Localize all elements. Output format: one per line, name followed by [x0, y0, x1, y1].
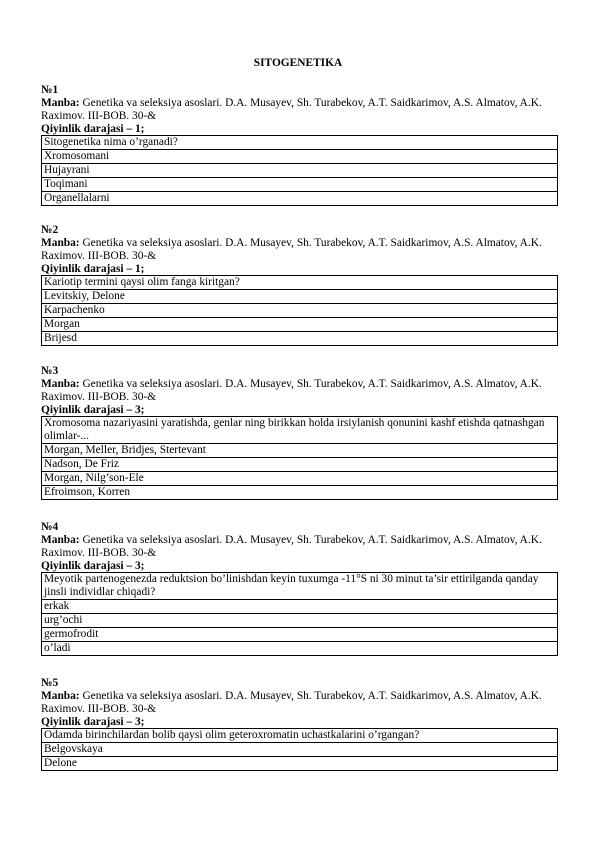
option-row	[42, 304, 558, 318]
source-text: Genetika va seleksiya asoslari. D.A. Musayev, Sh. Turabekov, A.T. Saidkarimov, A.S. Almatov, A.K. Raximov. III-BOB. 30-&	[41, 378, 542, 403]
source-text: Genetika va seleksiya asoslari. D.A. Musayev, Sh. Turabekov, A.T. Saidkarimov, A.S. Almatov, A.K. Raximov. III-BOB. 30-&	[41, 534, 542, 559]
question-number: №5	[41, 677, 59, 689]
option-text: Brijesd	[42, 332, 558, 346]
option-text: o’ladi	[42, 642, 558, 656]
source-label: Manba:	[41, 690, 80, 702]
option-row	[42, 318, 558, 332]
option-text: Xromosomani	[42, 150, 558, 164]
option-text: Belgovskaya	[42, 743, 558, 757]
option-row	[42, 486, 558, 500]
question-table	[41, 275, 558, 346]
question-block-5	[41, 677, 558, 771]
difficulty-level: Qiyinlik darajasi – 1;	[41, 123, 145, 135]
difficulty-level: Qiyinlik darajasi – 3;	[41, 716, 145, 728]
question-row	[42, 729, 558, 743]
option-row	[42, 164, 558, 178]
question-number: №4	[41, 521, 59, 533]
question-block-1	[41, 84, 558, 206]
option-text: erkak	[42, 600, 558, 614]
question-row	[42, 417, 558, 444]
source-text: Genetika va seleksiya asoslari. D.A. Musayev, Sh. Turabekov, A.T. Saidkarimov, A.S. Almatov, A.K. Raximov. III-BOB. 30-&	[41, 237, 542, 262]
option-row	[42, 628, 558, 642]
question-block-4	[41, 521, 558, 656]
option-row	[42, 178, 558, 192]
question-text: Odamda birinchilardan bolib qaysi olim geteroxromatin uchastkalarini o’rgangan?	[42, 729, 558, 743]
option-text: Delone	[42, 757, 558, 771]
source-label: Manba:	[41, 97, 80, 109]
option-row	[42, 614, 558, 628]
question-block-2	[41, 224, 558, 346]
option-text: Hujayrani	[42, 164, 558, 178]
option-row	[42, 757, 558, 771]
option-row	[42, 458, 558, 472]
source-label: Manba:	[41, 237, 80, 249]
source-line	[41, 378, 558, 404]
option-text: Nadson, De Friz	[42, 458, 558, 472]
option-row	[42, 743, 558, 757]
difficulty-level: Qiyinlik darajasi – 3;	[41, 560, 145, 572]
difficulty-level: Qiyinlik darajasi – 1;	[41, 263, 145, 275]
option-text: germofrodit	[42, 628, 558, 642]
document-title: SITOGENETIKA	[253, 57, 343, 69]
question-text: Meyotik partenogenezda reduktsion bo’linishdan keyin tuxumga -11°S ni 30 minut ta’sir ettirilganda qanday jinsli individlar chiqadi?	[42, 573, 558, 600]
source-label: Manba:	[41, 534, 80, 546]
source-line	[41, 690, 558, 716]
question-table	[41, 728, 558, 771]
option-text: urg’ochi	[42, 614, 558, 628]
option-row	[42, 642, 558, 656]
option-row	[42, 600, 558, 614]
question-text: Xromosoma nazariyasini yaratishda, genlar ning birikkan holda irsiylanish qonunini kashf etishda qatnashgan olimlar-...	[42, 417, 558, 444]
option-text: Morgan, Nilg’son-Ele	[42, 472, 558, 486]
option-text: Toqimani	[42, 178, 558, 192]
question-table	[41, 416, 558, 500]
option-text: Morgan, Meller, Bridjes, Stertevant	[42, 444, 558, 458]
option-row	[42, 150, 558, 164]
question-text: Sitogenetika nima o’rganadi?	[42, 136, 558, 150]
source-line	[41, 237, 558, 263]
question-row	[42, 573, 558, 600]
option-text: Organellalarni	[42, 192, 558, 206]
option-text: Levitskiy, Delone	[42, 290, 558, 304]
question-text: Kariotip termini qaysi olim fanga kiritgan?	[42, 276, 558, 290]
option-row	[42, 332, 558, 346]
option-row	[42, 290, 558, 304]
question-table	[41, 572, 558, 656]
difficulty-level: Qiyinlik darajasi – 3;	[41, 404, 145, 416]
question-table	[41, 135, 558, 206]
question-row	[42, 136, 558, 150]
source-line	[41, 97, 558, 123]
question-number: №3	[41, 365, 59, 377]
source-text: Genetika va seleksiya asoslari. D.A. Musayev, Sh. Turabekov, A.T. Saidkarimov, A.S. Almatov, A.K. Raximov. III-BOB. 30-&	[41, 690, 542, 715]
source-line	[41, 534, 558, 560]
option-row	[42, 444, 558, 458]
option-row	[42, 472, 558, 486]
source-label: Manba:	[41, 378, 80, 390]
question-row	[42, 276, 558, 290]
option-text: Morgan	[42, 318, 558, 332]
question-number: №2	[41, 224, 59, 236]
option-row	[42, 192, 558, 206]
source-text: Genetika va seleksiya asoslari. D.A. Musayev, Sh. Turabekov, A.T. Saidkarimov, A.S. Almatov, A.K. Raximov. III-BOB. 30-&	[41, 97, 542, 122]
option-text: Efroimson, Korren	[42, 486, 558, 500]
question-block-3	[41, 365, 558, 500]
option-text: Karpachenko	[42, 304, 558, 318]
question-number: №1	[41, 84, 59, 96]
